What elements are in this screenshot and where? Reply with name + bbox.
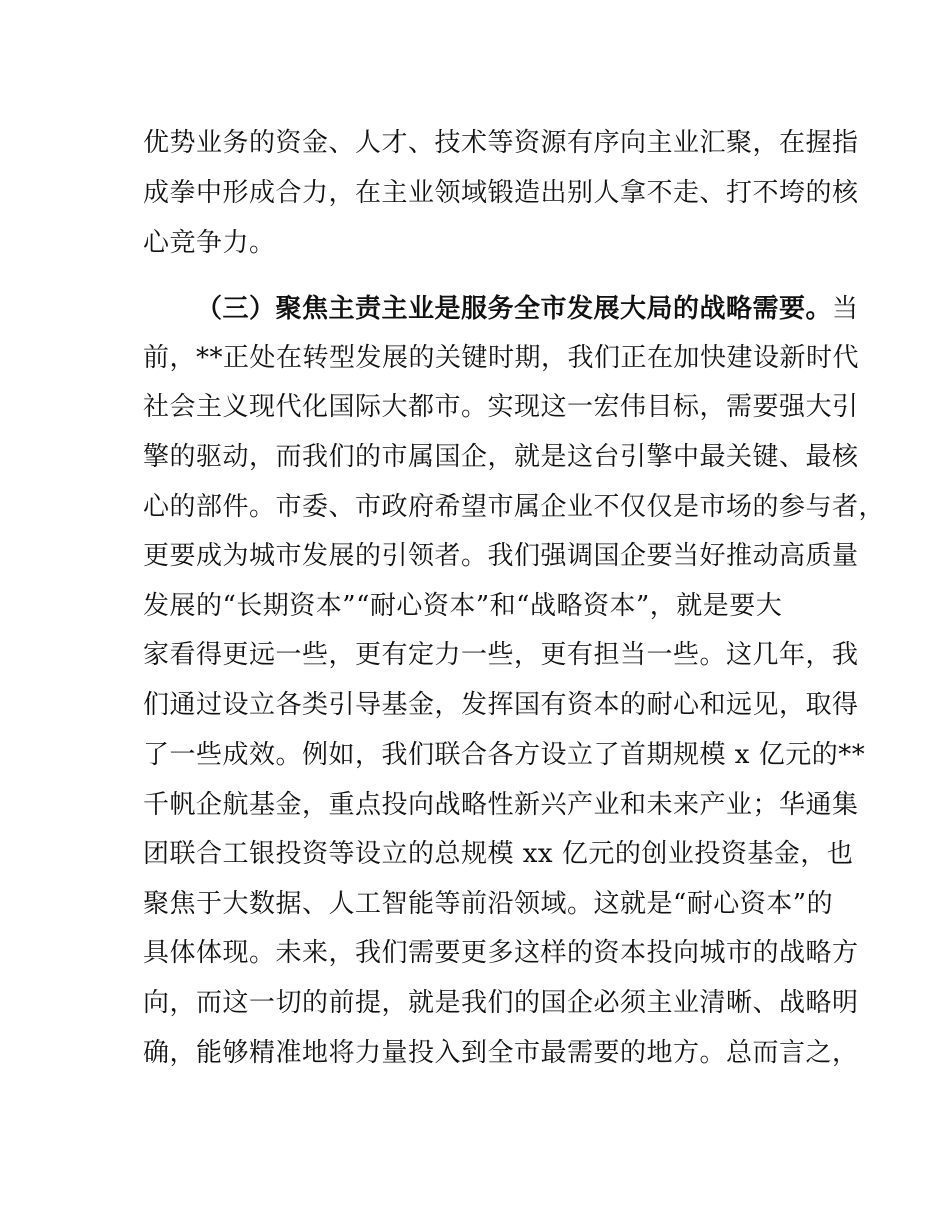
paragraph-line: 发展的“长期资本”“耐心资本”和“战略资本”，就是要大 bbox=[143, 591, 783, 621]
paragraph-line: 具体体现。未来，我们需要更多这样的资本投向城市的战略方 bbox=[143, 938, 859, 968]
section-heading-tail: 当 bbox=[832, 294, 859, 324]
paragraph-line: 更要成为城市发展的引领者。我们强调国企要当好推动高质量 bbox=[143, 541, 859, 571]
section-heading: （三）聚焦主责主业是服务全市发展大局的战略需要。 bbox=[196, 294, 833, 324]
paragraph-line: 家看得更远一些，更有定力一些，更有担当一些。这几年，我 bbox=[143, 640, 859, 670]
paragraph-line: 们通过设立各类引导基金，发挥国有资本的耐心和远见，取得 bbox=[143, 690, 859, 720]
paragraph-line: 团联合工银投资等设立的总规模 xx 亿元的创业投资基金，也 bbox=[143, 839, 854, 869]
paragraph-line: 千帆企航基金，重点投向战略性新兴产业和未来产业；华通集 bbox=[143, 790, 859, 820]
paragraph-line: 社会主义现代化国际大都市。实现这一宏伟目标，需要强大引 bbox=[143, 392, 859, 422]
paragraph-line: 前，**正处在转型发展的关键时期，我们正在加快建设新时代 bbox=[143, 343, 860, 373]
paragraph-line: 心竞争力。 bbox=[143, 228, 276, 258]
paragraph-line: 擎的驱动，而我们的市属国企，就是这台引擎中最关键、最核 bbox=[143, 442, 859, 472]
paragraph-line: 向，而这一切的前提，就是我们的国企必须主业清晰、战略明 bbox=[143, 988, 859, 1018]
section-heading-line bbox=[196, 293, 859, 325]
paragraph-line: 优势业务的资金、人才、技术等资源有序向主业汇聚，在握指 bbox=[143, 128, 859, 158]
paragraph-line: 了一些成效。例如，我们联合各方设立了首期规模 x 亿元的** bbox=[143, 740, 866, 770]
paragraph-line: 确，能够精准地将力量投入到全市最需要的地方。总而言之， bbox=[143, 1038, 859, 1068]
paragraph-line: 聚焦于大数据、人工智能等前沿领域。这就是“耐心资本”的 bbox=[143, 889, 834, 919]
paragraph-line: 成拳中形成合力，在主业领域锻造出别人拿不走、打不垮的核 bbox=[143, 178, 859, 208]
paragraph-line: 心的部件。市委、市政府希望市属企业不仅仅是市场的参与者， bbox=[143, 492, 886, 522]
